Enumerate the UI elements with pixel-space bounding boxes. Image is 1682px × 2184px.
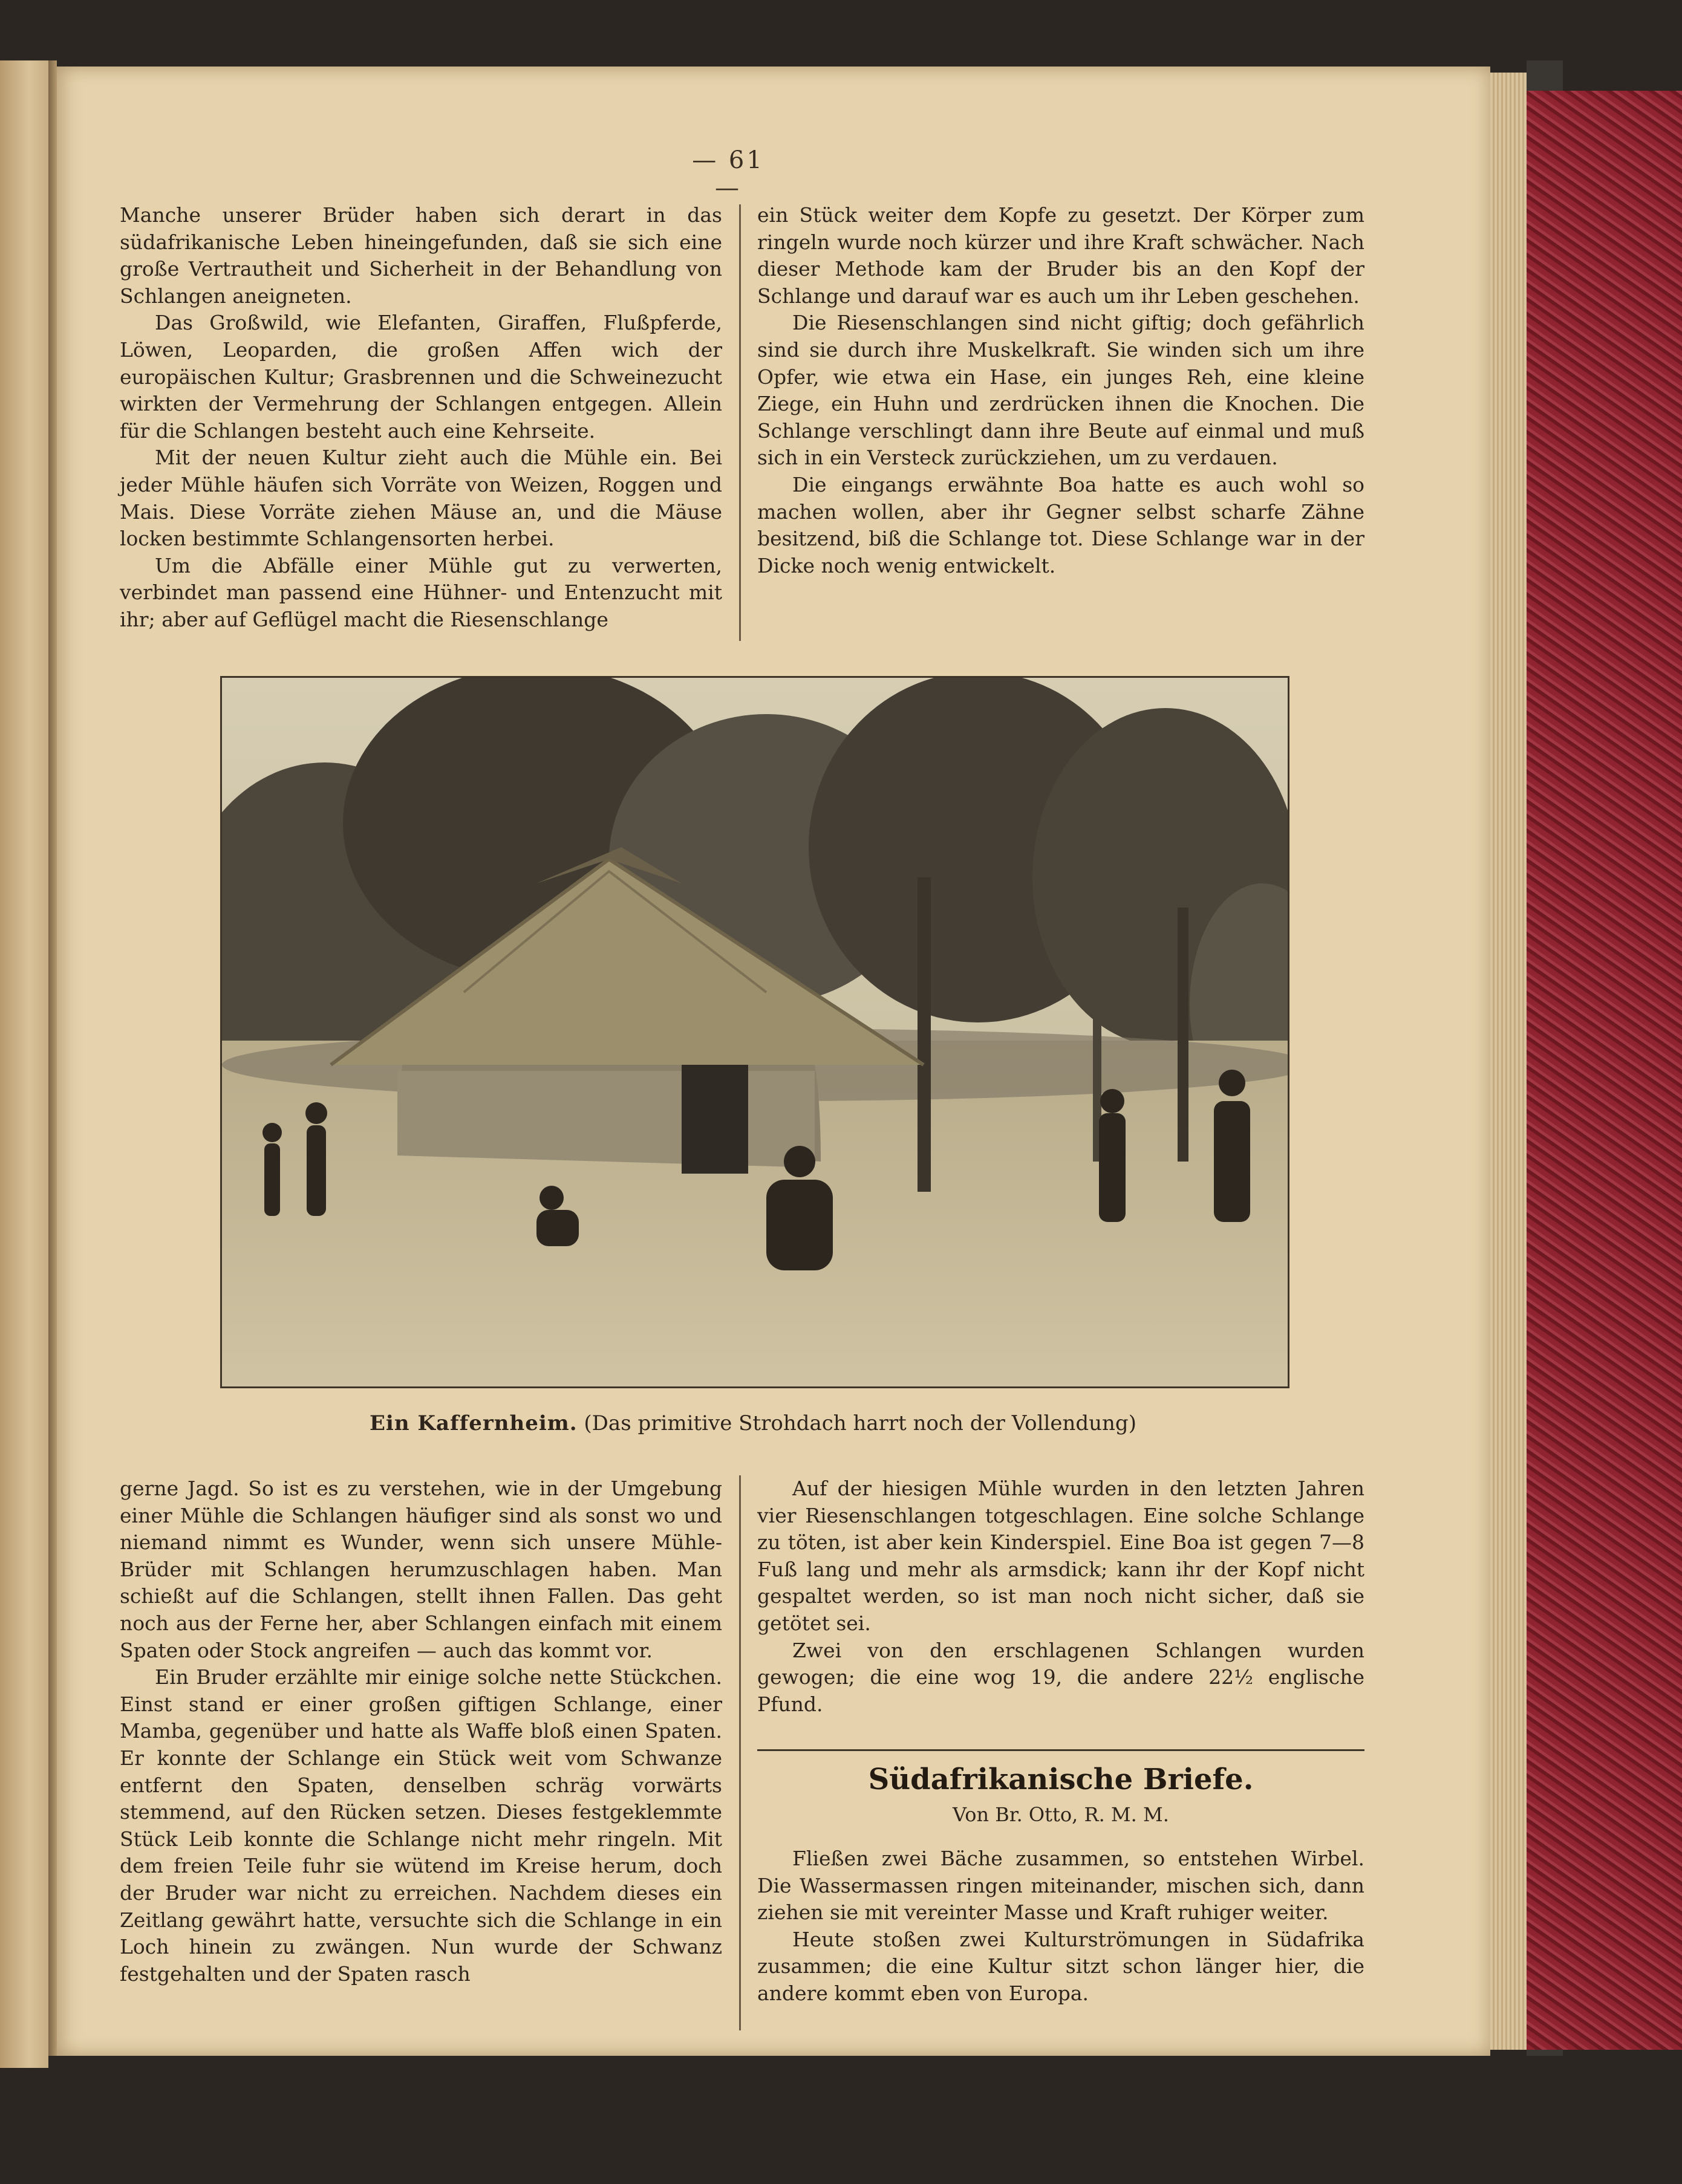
- paragraph: Manche unserer Brüder haben sich derart in das südafrikanische Leben hineingefunden, daß sie sich eine große Vertrautheit und Sicherheit in der Behandlung von Schlangen aneigneten.: [120, 203, 722, 308]
- paragraph: Auf der hiesigen Mühle wurden in den letzten Jahren vier Riesenschlangen totgeschlagen. Eine solche Schlange zu töten, ist aber kein Kinderspiel. Eine Boa ist gegen 7—8 Fuß lang und mehr als armsdick; kann ihr der Kopf nicht gespaltet werden, so ist man noch nicht sicher, daß sie getötet sei.: [757, 1477, 1364, 1635]
- page-block-edge: [1490, 73, 1527, 2050]
- paragraph: Fließen zwei Bäche zusammen, so entstehen Wirbel. Die Wassermassen ringen miteinander, mischen sich, dann ziehen sie mit vereinter Masse und Kraft ruhiger weiter.: [757, 1847, 1364, 1925]
- page-number: — 61 —: [692, 146, 764, 202]
- section-divider: [757, 1749, 1364, 1751]
- paragraph: Ein Bruder erzählte mir einige solche nette Stückchen. Einst stand er einer großen giftigen Schlange, einer Mamba, gegenüber und hatte als Waffe bloß einen Spaten. Er konnte der Schlange ein Stück weit vom Schwanze entfernt den Spaten, denselben schräg vorwärts stemmend, auf den Rücken setzen. Dieses festgeklemmte Stück Leib konnte die Schlange nicht mehr ringeln. Mit dem freien Teile fuhr sie wütend im Kreise herum, doch der Bruder war nicht zu erreichen. Nachdem dieses ein Zeitlang gewährt hatte, versuchte sich die Schlange in ein Loch hinein zu zwängen. Nun wurde der Schwanz festgehalten und der Spaten rasch: [120, 1665, 722, 1986]
- column-divider: [739, 1475, 741, 2030]
- bottom-left-column: [120, 1475, 722, 1987]
- book-gutter: [48, 60, 57, 2056]
- paragraph: Die eingangs erwähnte Boa hatte es auch wohl so machen wollen, aber ihr Gegner selbst scharfe Zähne besitzend, biß die Schlange tot. Diese Schlange war in der Dicke noch wenig entwickelt.: [757, 472, 1364, 577]
- paragraph: Heute stoßen zwei Kulturströmungen in Südafrika zusammen; die eine Kultur sitzt schon länger hier, die andere kommt eben von Europa.: [757, 1927, 1364, 2005]
- top-right-column: [757, 202, 1364, 579]
- section-author: Von Br. Otto, R. M. M.: [953, 1803, 1169, 1826]
- paragraph: Zwei von den erschlagenen Schlangen wurden gewogen; die eine wog 19, die andere 22½ englische Pfund.: [757, 1638, 1364, 1716]
- paragraph: Mit der neuen Kultur zieht auch die Mühle ein. Bei jeder Mühle häufen sich Vorräte von Weizen, Roggen und Mais. Diese Vorräte ziehen Mäuse an, und die Mäuse locken bestimmte Schlangensorten herbei.: [120, 446, 722, 551]
- paragraph: Die Riesenschlangen sind nicht giftig; doch gefährlich sind sie durch ihre Muskelkraft. Sie winden sich um ihre Opfer, wie etwa ein Hase, ein junges Reh, eine kleine Ziege, ein Huhn und zerdrücken ihnen die Knochen. Die Schlange verschlingt dann ihre Beute auf einmal und muß sich in ein Versteck zurückziehen, um zu verdauen.: [757, 311, 1364, 470]
- photo-illustration: [222, 678, 1288, 1386]
- bottom-right-column: [757, 1475, 1364, 1718]
- column-divider: [739, 204, 741, 641]
- left-page-edge: [0, 60, 48, 2068]
- section-title: Südafrikanische Briefe.: [868, 1763, 1254, 1796]
- paragraph: Um die Abfälle einer Mühle gut zu verwerten, verbindet man passend eine Hühner- und Entenzucht mit ihr; aber auf Geflügel macht die Riesenschlange: [120, 553, 722, 631]
- paragraph: gerne Jagd. So ist es zu verstehen, wie in der Umgebung einer Mühle die Schlangen häufiger sind als sonst wo und niemand nimmt es Wunder, wenn sich unsere Mühle-Brüder mit Schlangen herumzuschlagen haben. Man schießt auf die Schlangen, stellt ihnen Fallen. Das geht noch aus der Ferne her, aber Schlangen einfach mit einem Spaten oder Stock angreifen — auch das kommt vor.: [120, 1477, 722, 1662]
- caption-note: (Das primitive Strohdach harrt noch der Vollendung): [584, 1411, 1136, 1435]
- marbled-book-cover: [1527, 91, 1682, 2050]
- section-body: [757, 1845, 1364, 2007]
- paragraph: ein Stück weiter dem Kopfe zu gesetzt. Der Körper zum ringeln wurde noch kürzer und ihre Kraft schwächer. Nach dieser Methode kam der Bruder bis an den Kopf der Schlange und darauf war es auch um ihr Leben geschehen.: [757, 203, 1364, 308]
- kraal-hut-photograph: [220, 676, 1289, 1388]
- photo-caption: [220, 1411, 1286, 1435]
- top-left-column: [120, 202, 722, 634]
- caption-title: Ein Kaffernheim.: [370, 1411, 578, 1435]
- paragraph: Das Großwild, wie Elefanten, Giraffen, Flußpferde, Löwen, Leoparden, die großen Affen wich der europäischen Kultur; Grasbrennen und die Schweinezucht wirkten der Vermehrung der Schlangen entgegen. Allein für die Schlangen besteht auch eine Kehrseite.: [120, 311, 722, 443]
